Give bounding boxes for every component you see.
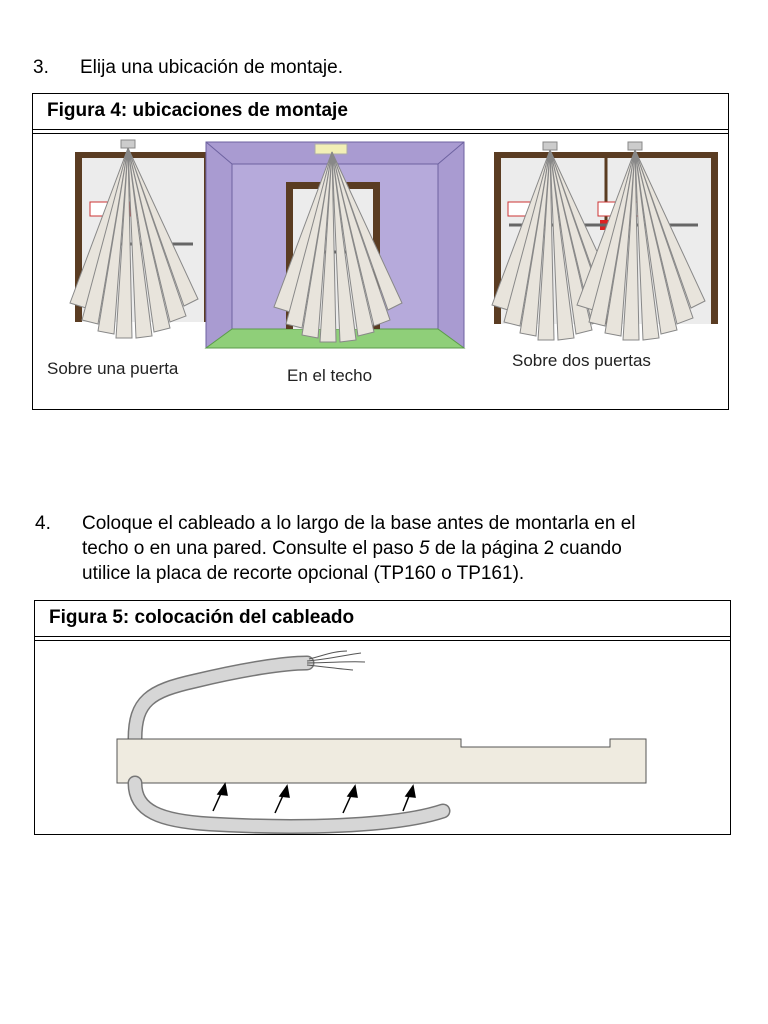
arrow-icons	[213, 784, 415, 813]
label-one-door: Sobre una puerta	[47, 359, 179, 378]
single-door-illustration	[47, 140, 211, 378]
step-line-3: utilice la placa de recorte opcional (TP160 o TP161).	[82, 563, 525, 584]
step-line-2: techo o en una pared. Consulte el paso 5 de la página 2 cuando	[82, 538, 622, 559]
step-reference: 5	[418, 538, 430, 559]
step-text: Elija una ubicación de montaje.	[80, 57, 344, 78]
ceiling-illustration	[206, 142, 464, 385]
label-ceiling: En el techo	[287, 366, 373, 385]
cable-routing-svg	[35, 641, 729, 835]
step-number: 3.	[33, 57, 49, 78]
mounting-locations-svg	[33, 134, 727, 409]
step-text	[82, 511, 732, 586]
label-two-doors: Sobre dos puertas	[512, 351, 651, 370]
step-number: 4.	[35, 513, 51, 534]
step-3	[33, 55, 733, 81]
figure-4-illustration	[33, 133, 728, 409]
figure-5	[34, 600, 731, 835]
figure-caption: Figura 4: ubicaciones de montaje	[33, 94, 728, 130]
step-line-1: Coloque el cableado a lo largo de la base antes de montarla en el	[82, 513, 636, 534]
figure-4	[32, 93, 729, 410]
figure-caption: Figura 5: colocación del cableado	[35, 601, 730, 637]
double-door-illustration	[492, 142, 718, 370]
step-4	[35, 511, 735, 591]
wire-ends	[307, 651, 365, 670]
figure-5-illustration	[35, 640, 730, 834]
